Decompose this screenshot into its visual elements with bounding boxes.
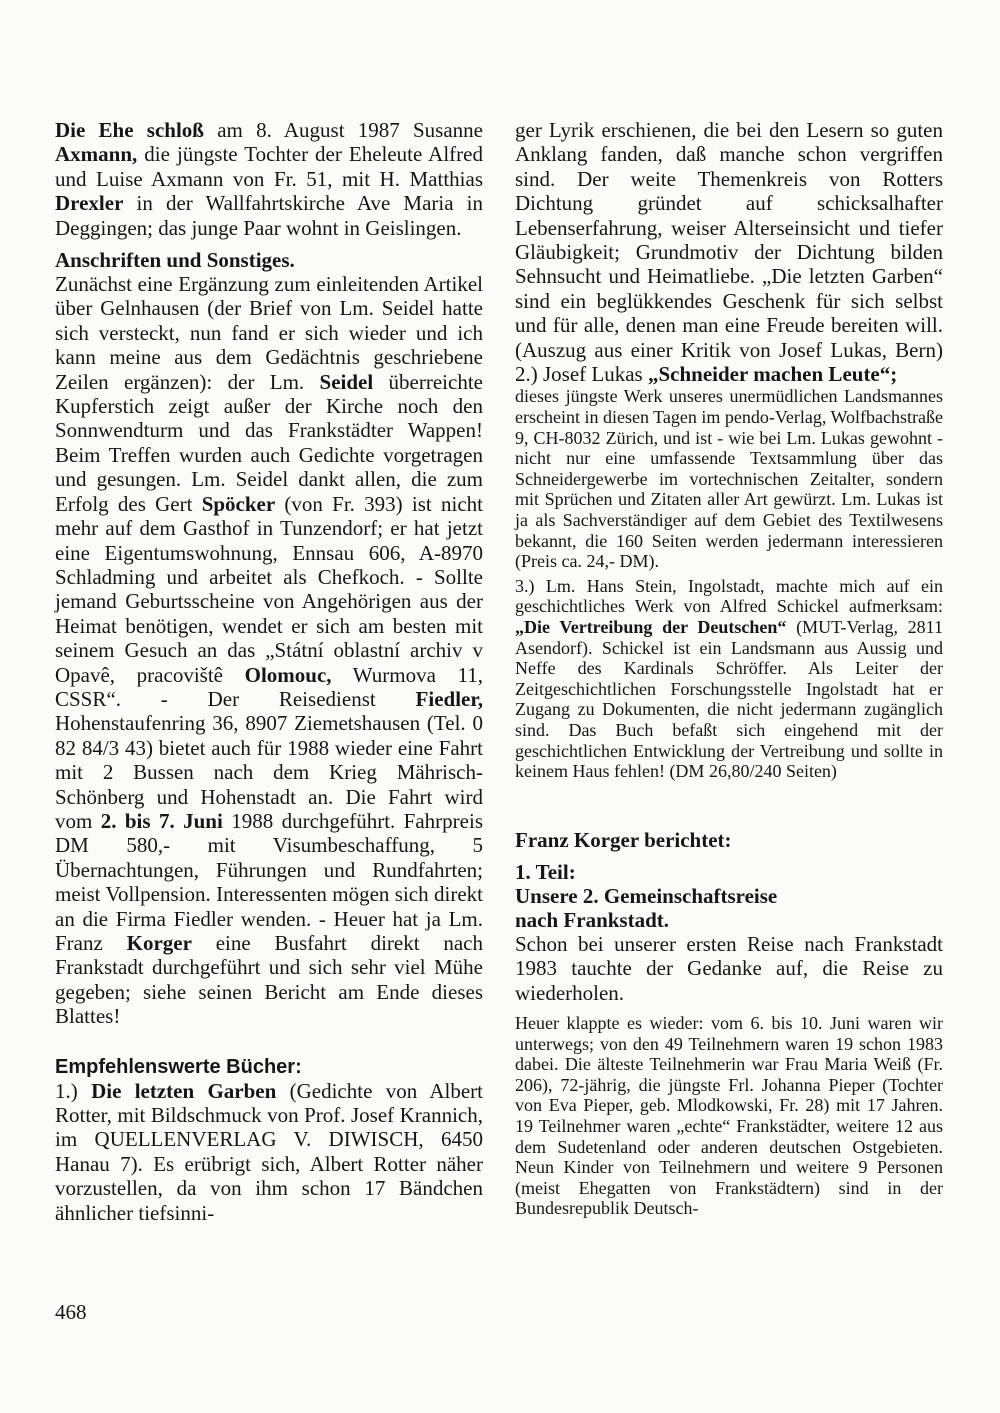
report-body-paragraph: Heuer klappte es wieder: vom 6. bis 10. Juni waren wir unterwegs; von den 49 Teilnehmern waren 19 schon 1983 dabei. Die älteste Teilnehmerin war Frau Maria Weiß (Fr. 206), 72-jährig, die jüngste Frl. Johanna Pieper (Tochter von Eva Pieper, geb. Mlodkowski, Fr. 28) mit 17 Jahren. 19 Teilnehmer waren „echte“ Frankstädter, weitere 12 aus dem Sudetenland oder anderen deutschen Ostgebieten. Neun Kinder von Teilnehmern und weitere 9 Personen (meist Ehegatten von Frankstädtern) sind in der Bundesrepublik Deutsch- — [515, 1012, 943, 1219]
text-run: ger Lyrik erschienen, die bei den Lesern so guten Anklang fanden, daß manche schon vergriffen sind. Der weite Themenkreis von Rotters Dichtung gründet auf schicksalhafter Lebenserfahrung, weiser Alterseinsicht und tiefer Gläubigkeit; Grundmotiv der Dichtung bilden Sehnsucht und Heimatliebe. „Die letzten Garben“ sind ein beglükkendes Geschenk für sich selbst und für alle, denen man eine Freude bereiten will. (Auszug aus einer Kritik von Josef Lukas, Bern) 2.) Josef Lukas — [515, 118, 943, 387]
emphasis-text: Drexler — [55, 191, 124, 216]
emphasis-text: Seidel — [319, 369, 374, 394]
report-intro-paragraph: Schon bei unserer ersten Reise nach Frankstadt 1983 tauchte der Gedanke auf, die Reise zu wiederholen. — [515, 931, 943, 1005]
emphasis-text: Die Ehe schloß — [55, 118, 204, 142]
emphasis-text: Die letzten Garben — [91, 1078, 277, 1103]
page-number: 468 — [55, 1300, 87, 1324]
emphasis-text: „Die Vertreibung der Deutschen“ — [515, 617, 787, 637]
addresses-paragraph — [55, 272, 483, 1029]
text-run: 1988 durchgeführt. Fahrpreis DM 580,- mit Visumbeschaffung, 5 Übernachtungen, Führungen und Rundfahrten; meist Vollpension. Interessenten mögen sich direkt an die Firma Fiedler wenden. - Heuer hat ja Lm. Franz — [55, 808, 483, 955]
right-column — [515, 118, 943, 1219]
text-run: Wurmova 11, CSSR“. - Der Reisedienst — [55, 662, 483, 711]
text-run: in der Wallfahrtskirche Ave Maria in Deggingen; das junge Paar wohnt in Geislingen. — [55, 191, 483, 240]
text-run: (MUT-Verlag, 2811 Asendorf). Schickel ist ein Landsmann aus Aussig und Neffe des Kardinals Schröffer. Als Leiter der Zeitgeschichtlichen Forschungsstelle Ingolstadt hat er Zugang zu Dokumenten, die nicht jedermann zugänglich sind. Das Buch befaßt sich eingehend mit der geschichtlichen Entwicklung der Vertreibung und sollte in keinem Haus fehlen! (DM 26,80/240 Seiten) — [515, 617, 943, 782]
emphasis-text: Olomouc, — [244, 662, 332, 687]
emphasis-text: 2. bis 7. Juni — [100, 808, 223, 833]
text-run: eine Busfahrt direkt nach Frankstadt durchgeführt und sich sehr viel Mühe gegeben; siehe seinen Bericht am Ende dieses Blattes! — [55, 931, 483, 1029]
marriage-paragraph — [55, 118, 483, 240]
report-heading-author: Franz Korger berichtet: — [515, 827, 732, 852]
emphasis-text: Fiedler, — [415, 686, 483, 711]
text-run: 1.) — [55, 1078, 92, 1103]
text-run: Zunächst eine Ergänzung zum einleitenden Artikel über Gelnhausen (der Brief von Lm. Seidel hatte sich versteckt, nun fand er sich wieder und ich kann meine aus dem Gedächtnis geschriebene Zeilen ergänzen): der Lm. — [55, 272, 483, 394]
emphasis-text: Korger — [126, 931, 192, 955]
book-2-paragraph — [515, 386, 943, 571]
text-run: dieses jüngste Werk unseres unermüdlichen Landsmannes erscheint in diesen Tagen im pendo-Verlag, Wolfbachstraße 9, CH-8032 Zürich, und ist - wie bei Lm. Lukas gewohnt - nicht nur eine umfassende Textsammlung über das Schneidergewerbe im vortechnischen Zeitalter, sondern mit Sprüchen und Zitaten aller Art gewürzt. Lm. Lukas ist ja als Sachverständiger auf dem Gebiet des Textilwesens bekannt, die 160 Seiten werden jedermann interessieren (Preis ca. 24,- DM). — [515, 386, 943, 572]
section-heading-books: Empfehlenswerte Bücher: — [55, 1055, 302, 1078]
emphasis-text: „Schneider machen Leute“; — [647, 362, 898, 387]
report-heading-part: 1. Teil: — [515, 859, 576, 884]
text-run: (von Fr. 393) ist nicht mehr auf dem Gasthof in Tunzendorf; er hat jetzt eine Eigentumswohnung, Ennsau 606, A-8970 Schladming und arbeitet als Chefkoch. - Sollte jemand Geburtsscheine von Angehörigen aus der Heimat benötigen, wendet er sich am besten mit seinem Gesuch an das „Státní oblastní archiv v Opavê, pracovištê — [55, 491, 483, 687]
report-heading-title-line1: Unsere 2. Gemeinschaftsreise — [515, 883, 778, 908]
book-1-continued-paragraph — [515, 118, 943, 386]
left-column — [55, 118, 483, 1225]
text-run: die jüngste Tochter der Eheleute Alfred und Luise Axmann von Fr. 51, mit H. Matthias — [55, 142, 483, 191]
text-run: Hohenstaufenring 36, 8907 Ziemetshausen (Tel. 0 82 84/3 43) bietet auch für 1988 wieder eine Fahrt mit 2 Bussen nach dem Krieg Mährisch-Schönberg und Hohenstadt an. Die Fahrt wird vom — [55, 711, 483, 833]
emphasis-text: Spöcker — [201, 491, 276, 516]
text-run: (Gedichte von Albert Rotter, mit Bildschmuck von Prof. Josef Krannich, im QUELLENVERLAG V. DIWISCH, 6450 Hanau 7). Es erübrigt sich, Albert Rotter näher vorzustellen, da von ihm schon 17 Bändchen ähnlicher tiefsinni- — [55, 1078, 483, 1225]
text-run: überreichte Kupferstich zeigt außer der Kirche noch den Sonnwendturm und das Frankstädter Wappen! Beim Treffen wurden auch Gedichte vorgetragen und gesungen. Lm. Seidel dankt allen, die zum Erfolg des Gert — [55, 369, 483, 516]
book-1-paragraph — [55, 1079, 483, 1225]
section-heading-addresses: Anschriften und Sonstiges. — [55, 248, 295, 273]
book-3-paragraph — [515, 576, 943, 782]
text-run: am 8. August 1987 Susanne — [203, 118, 483, 142]
report-heading-title-line2: nach Frankstadt. — [515, 907, 670, 932]
text-run: 3.) Lm. Hans Stein, Ingolstadt, machte mich auf ein geschichtliches Werk von Alfred Schickel aufmerksam: — [515, 575, 943, 617]
emphasis-text: Axmann, — [55, 142, 138, 167]
